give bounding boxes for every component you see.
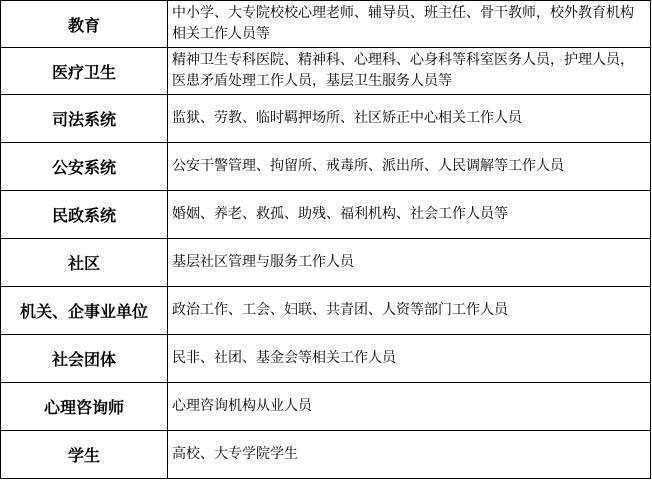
table-row [1, 95, 651, 143]
table-row [1, 191, 651, 239]
category-cell: 学生 [1, 431, 168, 479]
table-row [1, 335, 651, 383]
category-cell: 教育 [1, 1, 168, 48]
table-row [1, 239, 651, 287]
category-cell: 公安系统 [1, 143, 168, 191]
category-cell: 社会团体 [1, 335, 168, 383]
description-cell: 中小学、大专院校校心理老师、辅导员、班主任、骨干教师，校外教育机构相关工作人员等 [168, 1, 651, 48]
category-cell: 司法系统 [1, 95, 168, 143]
category-cell: 机关、企事业单位 [1, 287, 168, 335]
table-row [1, 287, 651, 335]
description-cell: 基层社区管理与服务工作人员 [168, 239, 651, 287]
description-cell: 婚姻、养老、救孤、助残、福利机构、社会工作人员等 [168, 191, 651, 239]
description-cell: 精神卫生专科医院、精神科、心理科、心身科等科室医务人员，护理人员，医患矛盾处理工作人员，基层卫生服务人员等 [168, 48, 651, 95]
table-row [1, 431, 651, 479]
category-cell: 医疗卫生 [1, 48, 168, 95]
description-cell: 民非、社团、基金会等相关工作人员 [168, 335, 651, 383]
category-cell: 社区 [1, 239, 168, 287]
table-row [1, 383, 651, 431]
table-row [1, 1, 651, 48]
description-cell: 高校、大专学院学生 [168, 431, 651, 479]
table-row [1, 48, 651, 95]
category-cell: 心理咨询师 [1, 383, 168, 431]
description-cell: 政治工作、工会、妇联、共青团、人资等部门工作人员 [168, 287, 651, 335]
description-cell: 心理咨询机构从业人员 [168, 383, 651, 431]
description-cell: 监狱、劳教、临时羁押场所、社区矫正中心相关工作人员 [168, 95, 651, 143]
table-row [1, 143, 651, 191]
description-cell: 公安干警管理、拘留所、戒毒所、派出所、人民调解等工作人员 [168, 143, 651, 191]
category-cell: 民政系统 [1, 191, 168, 239]
